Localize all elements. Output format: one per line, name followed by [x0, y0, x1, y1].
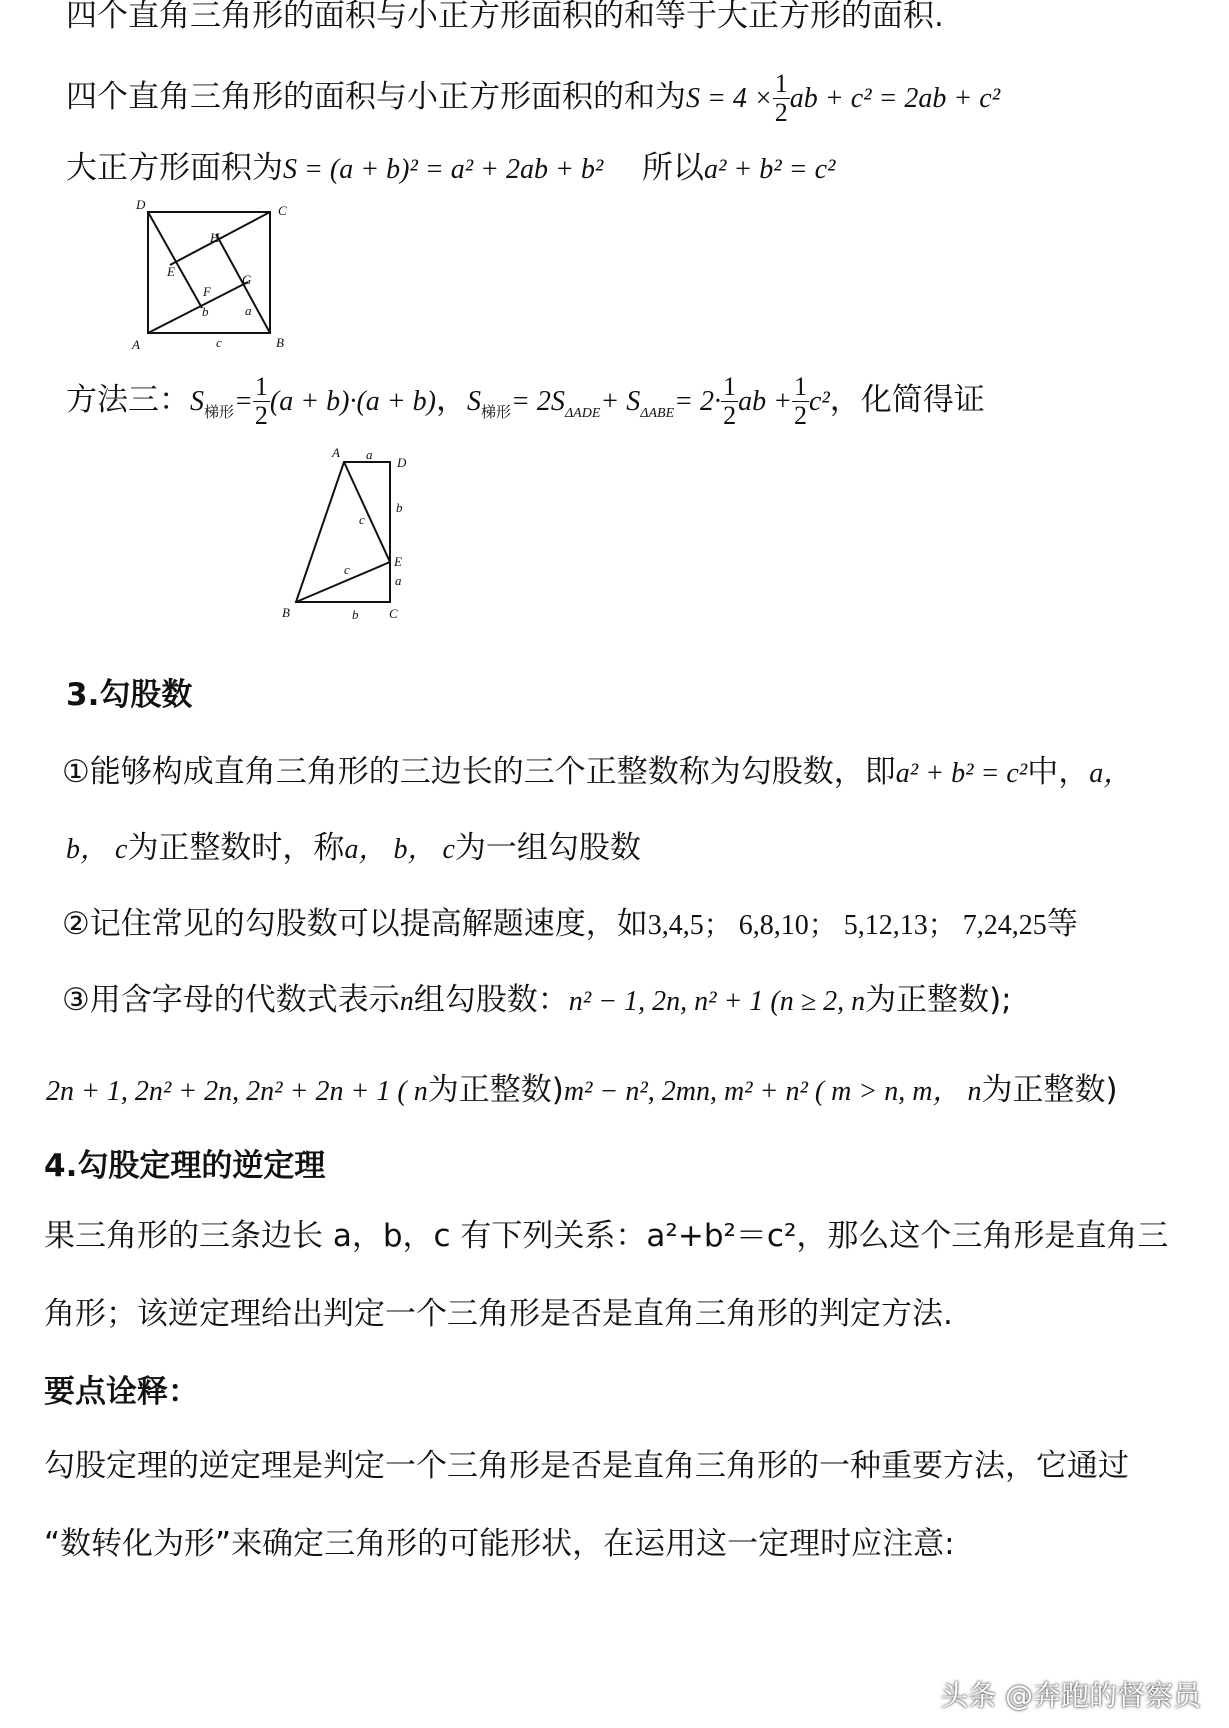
- label-b-bottom: b: [352, 607, 359, 622]
- trapezoid-subscript: 梯形: [204, 403, 235, 422]
- big-square-formula: S = (a + b)² = a² + 2ab + b²: [283, 154, 604, 185]
- algebraic-note-2: 为正整数): [427, 1072, 564, 1108]
- label-E: E: [394, 554, 402, 569]
- definition-formula: a² + b² = c²: [895, 758, 1028, 789]
- label-a-right: a: [395, 573, 402, 588]
- label-c-lower: c: [344, 562, 350, 577]
- fraction-denominator: 2: [774, 98, 788, 127]
- label-A: A: [132, 337, 140, 352]
- label-a-top: a: [366, 447, 373, 462]
- fraction-numerator: 1: [793, 372, 807, 401]
- method-three-tail: ，化简得证: [829, 382, 985, 418]
- paragraph-key-points-1: 勾股定理的逆定理是判定一个三角形是否是直角三角形的一种重要方法，它通过: [44, 1448, 1129, 1484]
- label-b-right: b: [396, 500, 403, 515]
- label-a: a: [245, 303, 252, 318]
- label-E: E: [167, 264, 175, 279]
- vars-b-c: b， c: [66, 834, 128, 865]
- label-C: C: [278, 203, 287, 218]
- paragraph-conclusion: [642, 148, 835, 190]
- label-H: H: [210, 230, 220, 245]
- algebraic-formula-2: 2n + 1, 2n² + 2n, 2n² + 2n + 1 ( n: [46, 1076, 428, 1107]
- sum-formula-suffix: ab + c² = 2ab + c²: [789, 83, 1001, 114]
- paragraph-algebraic-triples: [62, 980, 1012, 1022]
- paragraph-key-points-2: “数转化为形”来确定三角形的可能形状，在运用这一定理时应注意:: [44, 1526, 955, 1562]
- formula-part: = 2S: [511, 386, 565, 417]
- formula-ab: ab +: [738, 386, 792, 417]
- fraction-denominator: 2: [723, 401, 737, 430]
- segment-BE: [296, 562, 390, 602]
- vars-a-b-c: a， b， c: [344, 834, 455, 865]
- paragraph-sum-of-areas: [66, 70, 1000, 127]
- subscript-ADE: ΔADE: [564, 406, 601, 422]
- section-title-key-points: 要点诠释：: [44, 1374, 199, 1410]
- big-square-text: 大正方形面积为: [66, 150, 283, 186]
- definition-middle: 中，: [1027, 754, 1090, 790]
- subscript-ABE: ΔABE: [640, 406, 675, 422]
- algebraic-n: n: [399, 986, 414, 1017]
- method-three-label: 方法三：: [66, 382, 190, 418]
- trapezoid-subscript-2: 梯形: [481, 403, 512, 422]
- fraction-half-3: [721, 373, 738, 430]
- paragraph-area-equality: 四个直角三角形的面积与小正方形面积的和等于大正方形的面积.: [66, 0, 944, 34]
- fraction-numerator: 1: [723, 372, 737, 401]
- paragraph-converse-1: 果三角形的三条边长 a，b，c 有下列关系：a²+b²＝c²，那么这个三角形是直角三: [44, 1218, 1169, 1254]
- sum-of-areas-text: 四个直角三角形的面积与小正方形面积的和为: [66, 79, 686, 115]
- section-title-pythagorean-triples: 3.勾股数: [66, 677, 193, 713]
- formula-eq: = 2·: [674, 386, 722, 417]
- segment-DF: [148, 212, 202, 308]
- fraction-numerator: 1: [254, 372, 268, 401]
- fraction-numerator: 1: [774, 69, 788, 98]
- equals-sign: =: [234, 386, 253, 417]
- segment-AE: [344, 462, 390, 562]
- algebraic-end: 为正整数);: [865, 982, 1012, 1018]
- paragraph-triples-definition-2: [66, 828, 641, 870]
- comma: ，: [436, 382, 468, 418]
- common-triples-values: 3,4,5； 6,8,10； 5,12,13； 7,24,25: [647, 910, 1047, 941]
- fraction-half-4: [792, 373, 809, 430]
- label-F: F: [203, 284, 211, 299]
- label-D: D: [136, 197, 146, 212]
- paragraph-big-square-area: [66, 148, 603, 190]
- algebraic-note-3: 为正整数): [981, 1072, 1118, 1108]
- definition-cont: 为正整数时，称: [127, 830, 345, 866]
- fraction-half: [773, 70, 790, 127]
- fraction-half-2: [253, 373, 270, 430]
- section-title-converse: 4.勾股定理的逆定理: [44, 1148, 326, 1184]
- segment-CE: [170, 212, 270, 265]
- label-A: A: [332, 445, 340, 460]
- segment-AG: [148, 282, 248, 333]
- trapezoid-area-symbol-2: S: [467, 386, 482, 417]
- definition-end: 为一组勾股数: [454, 830, 641, 866]
- definition-var-a: a，: [1089, 758, 1132, 789]
- figure-square-proof: [120, 195, 320, 360]
- common-triples-text: ②记住常见的勾股数可以提高解题速度，如: [62, 906, 648, 942]
- label-C: C: [389, 606, 398, 621]
- label-B: B: [282, 605, 290, 620]
- fraction-denominator: 2: [254, 401, 268, 430]
- common-triples-end: 等: [1046, 906, 1078, 942]
- formula-plus: + S: [600, 386, 641, 417]
- algebraic-formula-1: n² − 1, 2n, n² + 1 (n ≥ 2, n: [568, 986, 866, 1017]
- conclusion-text: 所以: [642, 150, 704, 186]
- fraction-denominator: 2: [793, 401, 807, 430]
- paragraph-triples-definition-1: [62, 752, 1131, 794]
- conclusion-formula: a² + b² = c²: [704, 154, 836, 185]
- formula-c-squared: c²: [808, 386, 830, 417]
- algebraic-text: ③用含字母的代数式表示: [62, 982, 400, 1018]
- label-G: G: [242, 272, 252, 287]
- paragraph-algebraic-formulas: [46, 1070, 1118, 1112]
- algebraic-formula-3: m² − n², 2mn, m² + n² ( m > n, m， n: [563, 1076, 982, 1107]
- paragraph-converse-2: 角形；该逆定理给出判定一个三角形是否是直角三角形的判定方法.: [44, 1296, 953, 1332]
- paragraph-method-three: [66, 373, 985, 434]
- label-B: B: [276, 335, 284, 350]
- watermark: 头条 @奔跑的督察员: [940, 1679, 1201, 1712]
- figure-trapezoid-proof: [270, 440, 450, 630]
- sum-formula-prefix: S = 4 ×: [686, 83, 773, 114]
- algebraic-text-2: 组勾股数：: [413, 982, 569, 1018]
- trapezoid-area-symbol: S: [190, 386, 204, 417]
- trapezoid-formula-1: (a + b)·(a + b): [269, 386, 437, 417]
- paragraph-common-triples: [62, 904, 1078, 946]
- label-c: c: [216, 335, 222, 350]
- definition-text: ①能够构成直角三角形的三边长的三个正整数称为勾股数，即: [62, 754, 896, 790]
- label-D: D: [397, 455, 407, 470]
- label-b: b: [202, 304, 209, 319]
- label-c-upper: c: [359, 512, 365, 527]
